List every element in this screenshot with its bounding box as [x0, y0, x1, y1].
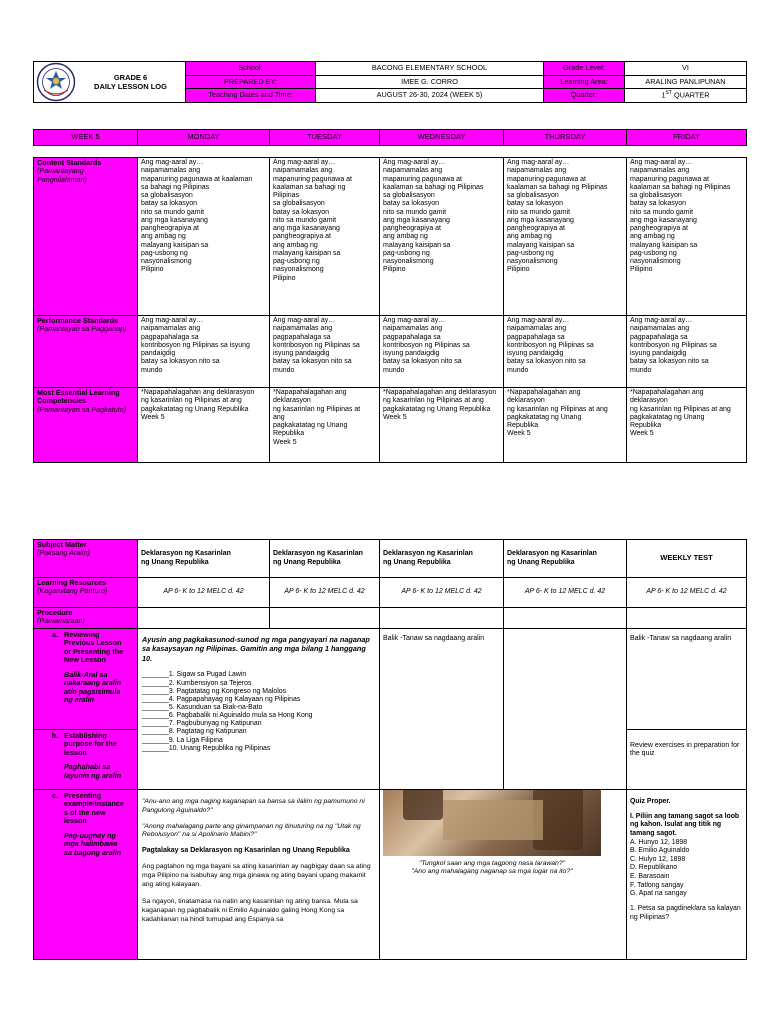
- text-line: Ang mag-aaral ay…: [273, 159, 336, 166]
- text-line: *Napapahalagahan ang: [507, 389, 581, 396]
- text-line: deklarasyon: [507, 397, 545, 405]
- text-line: isyung pandaigdig: [630, 350, 687, 357]
- quiz-question-1: 1. Petsa sa pagdineklara sa kalayan ng Pilipinas?: [630, 904, 741, 921]
- text-line: deklarasyon: [630, 397, 668, 405]
- text-line: nasyonalismong: [273, 266, 324, 274]
- content-cell: [270, 158, 380, 316]
- text-line: Week 5: [273, 438, 297, 446]
- performance-standards-label: Performance Standards (Pamantayan sa Pagganap): [34, 316, 138, 388]
- performance-cell: [138, 316, 270, 388]
- text-line: batay sa lokasyon: [383, 200, 440, 208]
- ordering-item: _______5. Kasunduan sa Biak-na-Bato: [142, 704, 263, 712]
- step-c-label: c. Presenting example/instance s of the new lesson Pag-uugnay ng mga halimbawa sa bagong aralin: [34, 790, 138, 960]
- text-line: mundo: [507, 366, 529, 374]
- text-line: ang mga kasanayang: [507, 216, 574, 224]
- text-line: mapanuring pagunawa at: [273, 175, 353, 183]
- day-thursday: THURSDAY: [504, 130, 627, 146]
- text-line: naipamamalas ang: [507, 325, 567, 333]
- text-line: kontribosyon ng Pilipinas sa isyung: [141, 341, 250, 349]
- text-line: pangheograpiya at: [383, 225, 441, 232]
- content-cell: [138, 158, 270, 316]
- grade-level-value: VI: [625, 62, 747, 76]
- text-line: naipamamalas ang: [383, 167, 443, 175]
- resource-value: AP 6- K to 12 MELC d. 42: [138, 578, 270, 608]
- quiz-instruction: I. Piliin ang tamang sagot sa loob ng kahon. Isulat ang titik ng tamang sagot.: [630, 812, 740, 837]
- text-line: pangheograpiya at: [141, 225, 199, 232]
- content-cell: [627, 158, 747, 316]
- text-line: pagpapahalaga sa: [507, 333, 565, 341]
- text-line: naipamamalas ang: [630, 167, 690, 175]
- step-b-label: b. Establishing purpose for the lesson Paghahabi sa layunin ng aralin: [34, 730, 138, 790]
- daily-lesson-log-title: DAILY LESSON LOG: [94, 82, 167, 91]
- text-line: Ang mag-aaral ay…: [273, 317, 336, 324]
- text-line: sa bahagi ng Pilipinas: [141, 183, 210, 191]
- text-line: pag-usbong ng: [383, 249, 430, 257]
- melc-cell: [138, 388, 270, 463]
- prepared-by-value: IMEE G. CORRO: [316, 75, 544, 89]
- monday-instruction: Ayusin ang pagkakasunod-sunod ng mga pangyayari na naganap sa kasaysayan ng Pilipinas. Gamitin ang mga bilang 1 hanggang 10.: [142, 635, 370, 663]
- melc-label: Most Essential Learning Competencies (Pamantayan sa Pagkatuto): [34, 388, 138, 463]
- teaching-dates-value: AUGUST 26-30, 2024 (WEEK 5): [316, 89, 544, 103]
- text-line: Pilipino: [141, 266, 164, 274]
- text-line: *Napapahalagahan ang: [630, 389, 704, 396]
- text-line: malayang kaisipan sa: [383, 241, 451, 249]
- subject-matter-label: Subject Matter (Paksang Aralin): [34, 540, 138, 578]
- wednesday-balik-tanaw: Balik -Tanaw sa nagdaang aralin: [383, 635, 485, 642]
- melc-cell: [380, 388, 504, 463]
- text-line: kontribosyon ng Pilipinas sa: [630, 341, 717, 349]
- day-monday: MONDAY: [138, 130, 270, 146]
- text-line: kontribosyon ng Pilipinas sa: [507, 341, 594, 349]
- friday-balik-tanaw: Balik -Tanaw sa nagdaang aralin: [630, 635, 732, 642]
- learning-resources-row: [34, 578, 747, 608]
- text-line: Ang mag-aaral ay…: [630, 317, 693, 324]
- friday-review-exercises-cell: [627, 730, 747, 790]
- text-line: batay sa lokasyon nito sa: [507, 358, 586, 366]
- content-standards-label: Content Standards (Pamantayang Pangnilalaman): [34, 158, 138, 316]
- wednesday-review-cell: [380, 629, 504, 790]
- ordering-item: _______7. Pagbubunyag ng Katipunan: [142, 720, 262, 728]
- text-line: Ang mag-aaral ay…: [383, 317, 446, 324]
- text-line: naipamamalas ang: [273, 325, 333, 333]
- performance-standards-row: [34, 316, 747, 388]
- learning-area-value: ARALING PANLIPUNAN: [625, 75, 747, 89]
- content-cell: [380, 158, 504, 316]
- text-line: Week 5: [507, 430, 531, 438]
- monday-activity-cell: [138, 629, 380, 790]
- text-line: ang ambag ng: [273, 241, 318, 249]
- monday-paragraph-1: Ang pagtahon ng mga bayani sa ating kasarinlan ay nagbigay daan sa ating mga Pilipino na isabuhay ang mga ginawa ng ating bayani upang makamit ang ating kalayaan.: [142, 863, 371, 889]
- text-line: ng kasarinlan ng Pilipinas at ang: [141, 397, 242, 405]
- picture-caption-1: "Tungkol saan ang mga tagpong nasa larawan?": [418, 860, 566, 867]
- monday-question-1: "Anu-ano ang mga naging kaganapan sa bansa sa ilalim ng pamumuno ni Pangulong Aguinaldo?": [142, 798, 365, 814]
- day-tuesday: TUESDAY: [270, 130, 380, 146]
- text-line: ang: [273, 413, 285, 421]
- text-line: Pilipino: [273, 274, 296, 282]
- procedure-label: Procedure (Pamamaraan): [34, 608, 138, 629]
- text-line: malayang kaisipan sa: [141, 241, 209, 249]
- text-line: batay sa lokasyon nito sa: [141, 358, 220, 366]
- text-line: naipamamalas ang: [141, 325, 201, 333]
- text-line: nito sa mundo gamit: [507, 208, 571, 216]
- text-line: kaalaman sa bahagi ng Pilipinas: [507, 183, 608, 191]
- ordering-item: _______8. Pagtatag ng Katipunan: [142, 728, 247, 736]
- text-line: Ang mag-aaral ay…: [141, 159, 204, 166]
- melc-row: [34, 388, 747, 463]
- ordering-item: _______3. Pagtatatag ng Kongreso ng Malolos: [142, 687, 287, 695]
- text-line: pagpapahalaga sa: [141, 333, 199, 341]
- text-line: pangheograpiya at: [507, 225, 565, 232]
- text-line: pag-usbong ng: [273, 258, 320, 265]
- text-line: ang ambag ng: [383, 233, 428, 241]
- text-line: isyung pandaigdig: [383, 350, 440, 357]
- ordering-item: _______1. Sigaw sa Pugad Lawin: [142, 671, 247, 679]
- quiz-choice: C. Hulyo 12, 1898: [630, 855, 686, 863]
- quiz-choice: F. Tatlong sangay: [630, 881, 684, 889]
- friday-review-cell: [627, 629, 747, 730]
- performance-cell: [627, 316, 747, 388]
- text-line: pagkakatatag ng Unang: [273, 422, 348, 429]
- text-line: nasyonalismong: [630, 258, 681, 265]
- learning-resources-label: Learning Resources (Kagamitang Panturo): [34, 578, 138, 608]
- historical-painting-image: [383, 790, 601, 857]
- subject-topic: Deklarasyon ng Kasarinlan ng Unang Republika: [270, 540, 380, 578]
- text-line: *Napapahalagahan ang deklarasyon: [141, 389, 255, 396]
- text-line: Ang mag-aaral ay…: [507, 317, 570, 324]
- text-line: naipamamalas ang: [383, 325, 443, 333]
- header-table: [33, 61, 747, 103]
- monday-discussion-heading: Pagtalakay sa Deklarasyon ng Kasarinlan ng Unang Republika: [142, 847, 350, 855]
- school-label: School:: [186, 62, 316, 76]
- quiz-choice: A. Hunyo 12, 1898: [630, 838, 688, 846]
- step-a-label: a. Reviewing Previous Lesson or Presenting the New Lesson Balik-Aral sa nakaraang aralin at/o pagsisimula ng aralin: [34, 629, 138, 730]
- performance-cell: [270, 316, 380, 388]
- weekly-test-label: WEEKLY TEST: [627, 540, 747, 578]
- text-line: pagkakatatag ng Unang: [630, 413, 705, 421]
- text-line: malayang kaisipan sa: [273, 249, 341, 257]
- text-line: batay sa lokasyon: [141, 200, 198, 208]
- text-line: kaalaman sa bahagi ng Pilipinas: [630, 183, 731, 191]
- day-wednesday: WEDNESDAY: [380, 130, 504, 146]
- text-line: nito sa mundo gamit: [273, 216, 337, 224]
- prepared-by-label: PREPARED BY:: [186, 75, 316, 89]
- learning-area-label: Learning Area:: [544, 75, 625, 89]
- ordering-item: _______6. Pagbabalik ni Aguinaldo mula sa Hong Kong: [142, 712, 313, 720]
- quiz-choice: G. Apat na sangay: [630, 890, 687, 898]
- step-c-row: [34, 790, 747, 960]
- standards-table: [33, 157, 747, 463]
- text-line: kontribosyon ng Pilipinas sa: [273, 341, 360, 349]
- step-a-row: [34, 629, 747, 730]
- text-line: ang mga kasanayang: [630, 216, 697, 224]
- subject-topic: Deklarasyon ng Kasarinlan ng Unang Republika: [504, 540, 627, 578]
- header-logo-cell: [34, 62, 186, 103]
- text-line: batay sa lokasyon nito sa: [383, 358, 462, 366]
- text-line: naipamamalas ang: [630, 325, 690, 333]
- text-line: batay sa lokasyon nito sa: [273, 358, 352, 366]
- text-line: pag-usbong ng: [141, 249, 188, 257]
- resource-value: AP 6- K to 12 MELC d. 42: [627, 578, 747, 608]
- text-line: pandaigdig: [141, 350, 176, 357]
- text-line: pag-usbong ng: [630, 249, 677, 257]
- text-line: pagkakatatag ng Unang: [507, 413, 582, 421]
- quarter-label: Quarter:: [544, 89, 625, 103]
- text-line: batay sa lokasyon: [273, 208, 330, 216]
- day-friday: FRIDAY: [627, 130, 747, 146]
- text-line: kontribosyon ng Pilipinas sa: [383, 341, 470, 349]
- procedure-table: [33, 539, 747, 960]
- ordering-item: _______10. Unang Republika ng Pilipinas: [142, 744, 271, 752]
- text-line: pag-usbong ng: [507, 249, 554, 257]
- week-header-row: [33, 129, 747, 146]
- text-line: Ang mag-aaral ay…: [141, 317, 204, 324]
- text-line: sa globalisasyon: [273, 200, 325, 208]
- text-line: mapanuring pagunawa at: [383, 175, 463, 183]
- text-line: deklarasyon: [273, 397, 311, 405]
- text-line: nasyonalismong: [383, 258, 434, 265]
- text-line: ng kasarinlan ng Pilipinas at: [273, 405, 361, 413]
- resource-value: AP 6- K to 12 MELC d. 42: [270, 578, 380, 608]
- text-line: isyung pandaigdig: [273, 350, 330, 357]
- text-line: mapanuring pagunawa at kaalaman: [141, 175, 253, 183]
- grade-label: GRADE 6: [113, 72, 148, 82]
- text-line: *Napapahalagahan ang deklarasyon: [383, 389, 497, 396]
- text-line: mapanuring pagunawa at: [507, 175, 587, 183]
- text-line: nito sa mundo gamit: [630, 208, 694, 216]
- friday-review-exercises: Review exercises in preparation for the quiz: [630, 742, 740, 758]
- resource-value: AP 6- K to 12 MELC d. 42: [380, 578, 504, 608]
- resource-value: AP 6- K to 12 MELC d. 42: [504, 578, 627, 608]
- performance-cell: [504, 316, 627, 388]
- quiz-choice: E. Barasoain: [630, 873, 670, 880]
- text-line: mapanuring pagunawa at: [630, 175, 710, 183]
- text-line: ang mga kasanayang: [383, 216, 450, 224]
- text-line: naipamamalas ang: [141, 167, 201, 175]
- monday-paragraph-2: Sa ngayon, tinatamasa na natin ang kasarinlan ng ating bansa. Mula sa kaganapan ng pagbabalik ni Emilio Aguinaldo galing Hong Kong sa kadahilanan na hindi tumupad ang Espanya sa: [142, 897, 358, 923]
- text-line: pagkakatatag ng Unang Republika: [383, 405, 491, 413]
- deped-seal-icon: [36, 62, 76, 102]
- text-line: sa globalisasyon: [383, 192, 435, 199]
- teaching-dates-label: Teaching Dates and Time:: [186, 89, 316, 103]
- grade-level-label: Grade Level:: [544, 62, 625, 76]
- wednesday-picture-cell: [380, 790, 627, 960]
- quiz-choice: B. Emilio Aguinaldo: [630, 847, 690, 855]
- text-line: naipamamalas ang: [507, 167, 567, 175]
- quiz-choices: [630, 839, 743, 899]
- text-line: Ang mag-aaral ay…: [507, 159, 570, 166]
- text-line: malayang kaisipan sa: [507, 241, 575, 249]
- text-line: mundo: [141, 366, 163, 374]
- melc-cell: [627, 388, 747, 463]
- picture-caption-2: "Ano ang mahalagang naganap sa mga lugar na ito?": [411, 868, 573, 876]
- text-line: kaalaman sa bahagi ng Pilipinas: [383, 183, 484, 191]
- text-line: ang ambag ng: [507, 233, 552, 241]
- text-line: kaalaman sa bahagi ng: [273, 183, 346, 191]
- ordering-item: _______9. La Liga Filipina: [142, 736, 223, 744]
- text-line: isyung pandaigdig: [507, 350, 564, 357]
- text-line: Republika: [630, 422, 662, 429]
- content-standards-row: [34, 158, 747, 316]
- performance-cell: [380, 316, 504, 388]
- ordering-list: [142, 671, 375, 752]
- subject-topic: Deklarasyon ng Kasarinlan ng Unang Republika: [138, 540, 270, 578]
- text-line: Week 5: [383, 413, 407, 421]
- text-line: Republika: [507, 422, 539, 429]
- subject-topic: Deklarasyon ng Kasarinlan ng Unang Republika: [380, 540, 504, 578]
- text-line: Week 5: [141, 413, 165, 421]
- quarter-value: 1ST QUARTER: [625, 89, 747, 103]
- text-line: ng kasarinlan ng Pilipinas at ang: [383, 397, 484, 405]
- friday-quiz-cell: [627, 790, 747, 960]
- procedure-row: [34, 608, 747, 629]
- text-line: pagpapahalaga sa: [630, 333, 688, 341]
- text-line: ang mga kasanayang: [141, 216, 208, 224]
- monday-question-2: "Anong mahalagang parte ang ginampanan ng itinuturing na ng "Utak ng Rebolusyon" na si Apolinario Mabini?": [142, 822, 361, 839]
- text-line: ng kasarinlan ng Pilipinas at ang: [507, 405, 608, 413]
- text-line: malayang kaisipan sa: [630, 241, 698, 249]
- week-label: WEEK 5: [34, 130, 138, 146]
- text-line: ang ambag ng: [630, 233, 675, 241]
- melc-cell: [504, 388, 627, 463]
- text-line: sa globalisasyon: [507, 192, 559, 199]
- text-line: Pilipino: [507, 266, 530, 274]
- text-line: nito sa mundo gamit: [141, 208, 205, 216]
- text-line: ang ambag ng: [141, 233, 186, 241]
- text-line: nasyonalismong: [507, 258, 558, 265]
- text-line: Republika: [273, 430, 305, 438]
- text-line: pangheograpiya at: [630, 225, 688, 232]
- text-line: batay sa lokasyon nito sa: [630, 358, 709, 366]
- school-value: BACONG ELEMENTARY SCHOOL: [316, 62, 544, 76]
- quiz-proper-heading: Quiz Proper.: [630, 798, 671, 805]
- text-line: ang mga kasanayang: [273, 225, 340, 232]
- text-line: pagpapahalaga sa: [383, 333, 441, 341]
- ordering-item: _______4. Pagpapahayag ng Kalayaan ng Pilipinas: [142, 695, 301, 703]
- text-line: nito sa mundo gamit: [383, 208, 447, 216]
- text-line: ng kasarinlan ng Pilipinas at ang: [630, 405, 731, 413]
- text-line: batay sa lokasyon: [507, 200, 564, 208]
- text-line: pagpapahalaga sa: [273, 333, 331, 341]
- text-line: mundo: [383, 366, 405, 374]
- subject-matter-row: [34, 540, 747, 578]
- text-line: Week 5: [630, 430, 654, 438]
- ordering-item: _______2. Kumbensiyon sa Tejeros: [142, 679, 252, 687]
- content-cell: [504, 158, 627, 316]
- monday-discussion-cell: [138, 790, 380, 960]
- text-line: mundo: [630, 366, 652, 374]
- melc-cell: [270, 388, 380, 463]
- text-line: mundo: [273, 366, 295, 374]
- text-line: Pilipinas: [273, 192, 300, 199]
- text-line: *Napapahalagahan ang: [273, 389, 347, 396]
- text-line: pagkakatatag ng Unang Republika: [141, 405, 249, 413]
- text-line: Pilipino: [630, 266, 653, 274]
- text-line: Ang mag-aaral ay…: [383, 159, 446, 166]
- text-line: nasyonalismong: [141, 258, 192, 265]
- text-line: sa globalisasyon: [141, 192, 193, 199]
- text-line: Ang mag-aaral ay…: [630, 159, 693, 166]
- text-line: batay sa lokasyon: [630, 200, 687, 208]
- text-line: Pilipino: [383, 266, 406, 274]
- text-line: pangheograpiya at: [273, 233, 331, 241]
- text-line: naipamamalas ang: [273, 167, 333, 175]
- quiz-choice: D. Republikano: [630, 864, 678, 872]
- text-line: sa globalisasyon: [630, 192, 682, 199]
